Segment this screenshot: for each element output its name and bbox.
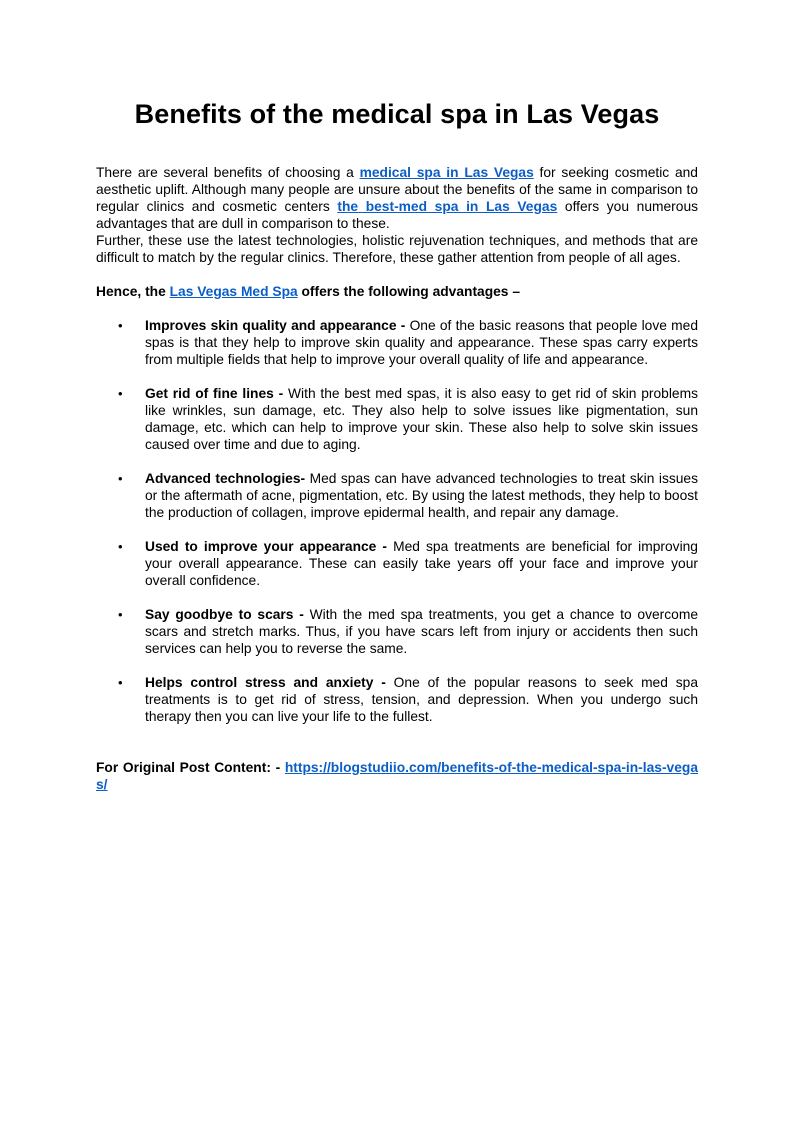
medical-spa-link[interactable]: medical spa in Las Vegas [359, 165, 534, 180]
intro-paragraph-2: Further, these use the latest technologies, holistic rejuvenation techniques, and methods that are difficult to match by the regular clinics. Therefore, these gather attention from people of all ages. [96, 233, 698, 265]
benefit-title: Improves skin quality and appearance - [145, 318, 406, 333]
list-item [118, 674, 698, 725]
bullet-icon: • [118, 386, 123, 401]
list-item [118, 470, 699, 521]
intro-section [96, 164, 698, 266]
bullet-icon: • [118, 471, 123, 486]
page-title: Benefits of the medical spa in Las Vegas [134, 99, 660, 129]
benefit-text: Med spas can have advanced technologies to treat skin issues or the aftermath of acne, pigmentation, etc. By using the latest methods, they help to boost the production of collagen, improve epidermal health, and repair any damage. [145, 471, 699, 520]
benefit-text: With the best med spas, it is also easy to get rid of skin problems like wrinkles, sun damage, etc. They also help to solve issues like pigmentation, sun damage, etc. which can help to improve your skin. These also help to solve skin issues caused over time and due to aging. [145, 386, 698, 452]
benefits-list [96, 317, 698, 725]
bullet-icon: • [118, 318, 123, 333]
original-post-link[interactable]: https://blogstudiio.com/benefits-of-the-medical-spa-in-las-vegas/ [96, 760, 698, 792]
list-item [118, 317, 698, 368]
bullet-icon: • [118, 539, 123, 554]
document-page [96, 94, 698, 793]
list-item [118, 538, 698, 589]
advantages-lead [96, 283, 698, 300]
benefit-text: With the med spa treatments, you get a chance to overcome scars and stretch marks. Thus, if you have scars left from injury or accidents then such services can help you to reverse the same. [145, 607, 698, 656]
list-item [118, 385, 698, 453]
list-item [118, 606, 698, 657]
best-med-spa-link[interactable]: the best-med spa in Las Vegas [337, 199, 558, 214]
benefit-title: Advanced technologies- [145, 471, 306, 486]
benefit-text: Med spa treatments are beneficial for improving your overall appearance. These can easily take years off your face and improve your overall confidence. [145, 539, 698, 588]
original-post-source [96, 759, 698, 793]
intro-paragraph-1 [96, 164, 698, 232]
benefit-title: Helps control stress and anxiety - [145, 675, 386, 690]
benefit-text: One of the popular reasons to seek med spa treatments is to get rid of stress, tension, and depression. When you undergo such therapy then you can live your life to the fullest. [145, 675, 698, 724]
intro-text-1: There are several benefits of choosing a [96, 165, 360, 180]
benefit-title: Say goodbye to scars - [145, 607, 304, 622]
bullet-icon: • [118, 607, 123, 622]
benefit-text: One of the basic reasons that people love med spas is that they help to improve skin quality and appearance. These spas carry experts from multiple fields that help to improve your overall quality of life and appearance. [145, 318, 698, 367]
bullet-icon: • [118, 675, 123, 690]
lead-text-2: offers the following advantages – [297, 284, 520, 299]
source-label: For Original Post Content: - [96, 760, 285, 775]
las-vegas-med-spa-link[interactable]: Las Vegas Med Spa [169, 284, 298, 299]
benefit-title: Get rid of fine lines - [145, 386, 284, 401]
intro-text-3: offers you numerous advantages that are dull in comparison to these. [96, 199, 699, 231]
benefit-title: Used to improve your appearance - [145, 539, 388, 554]
lead-text-1: Hence, the [96, 284, 170, 299]
intro-text-2: for seeking cosmetic and aesthetic uplift. Although many people are unsure about the benefits of the same in comparison to regular clinics and cosmetic centers [96, 165, 698, 214]
